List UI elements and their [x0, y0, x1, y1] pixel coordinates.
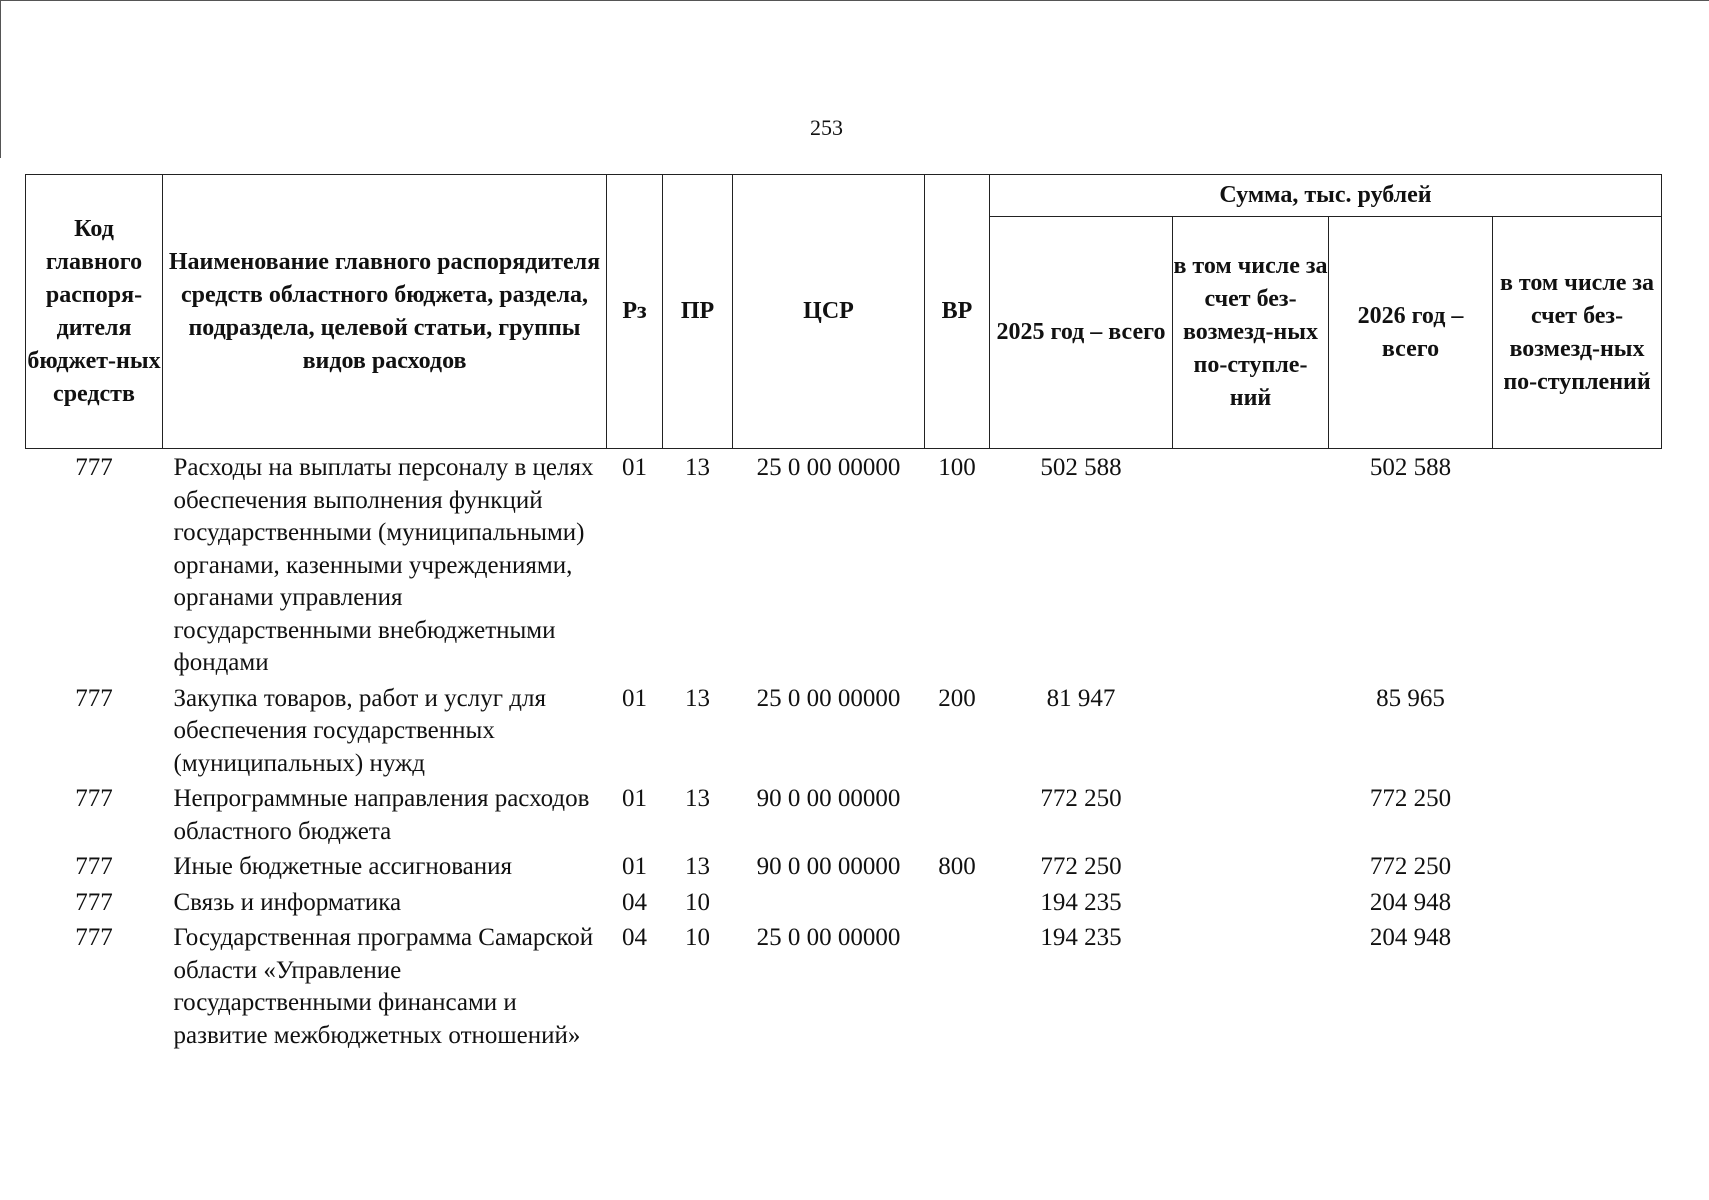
- page-number: 253: [810, 115, 843, 140]
- cell-name: Иные бюджетные ассигнования: [173, 853, 513, 880]
- cell-2025-grants: [1173, 449, 1329, 680]
- cell-name: Расходы на выплаты персоналу в целях обеспечения выполнения функций государственными (муниципальными) органами, казенными учреждениями, органами управления государственными внебюджетными фондами: [173, 454, 594, 676]
- cell-vr: [925, 884, 990, 920]
- header-code: Код главного распоря-дителя бюджет-ных средств: [26, 175, 163, 449]
- cell-pr: 10: [685, 888, 710, 916]
- cell-code: 777: [75, 785, 113, 812]
- cell-rz: 01: [622, 454, 647, 481]
- cell-csr: 90 0 00 00000: [756, 853, 901, 880]
- header-name: Наименование главного распорядителя средств областного бюджета, раздела, подраздела, целевой статьи, группы видов расходов: [163, 175, 607, 449]
- cell-2026-total: 772 250: [1369, 785, 1452, 812]
- cell-pr: 13: [685, 684, 710, 712]
- cell-2025-grants: [1173, 848, 1329, 884]
- cell-2025-grants: [1173, 884, 1329, 920]
- cell-2026-total: 502 588: [1369, 454, 1452, 481]
- cell-code: 777: [75, 454, 113, 481]
- table-row: [26, 884, 1662, 920]
- table-row: [26, 780, 1662, 848]
- budget-table-frame: [25, 174, 1662, 1052]
- cell-2025-total: 194 235: [1040, 888, 1122, 916]
- cell-vr: [925, 780, 990, 848]
- table-body: [26, 449, 1662, 1053]
- cell-2026-total: 772 250: [1369, 853, 1452, 880]
- header-rz: Рз: [607, 175, 663, 449]
- cell-2026-grants: [1493, 848, 1662, 884]
- cell-2025-grants: [1173, 919, 1329, 1052]
- cell-2025-total: 194 235: [1040, 924, 1122, 951]
- cell-rz: 01: [622, 785, 647, 812]
- header-2025-total: 2025 год – всего: [990, 217, 1173, 449]
- cell-rz: 01: [622, 684, 647, 712]
- cell-2026-grants: [1493, 919, 1662, 1052]
- cell-csr: 90 0 00 00000: [756, 785, 901, 812]
- cell-csr: 25 0 00 00000: [756, 924, 901, 951]
- cell-2026-grants: [1493, 680, 1662, 781]
- cell-name: Связь и информатика: [173, 888, 402, 916]
- cell-code: 777: [75, 853, 113, 880]
- cell-name: Непрограммные направления расходов областного бюджета: [173, 785, 590, 845]
- cell-2026-grants: [1493, 884, 1662, 920]
- cell-2025-total: 81 947: [1046, 684, 1116, 712]
- budget-table: [25, 174, 1662, 1052]
- cell-rz: 04: [622, 924, 647, 951]
- cell-vr: 100: [938, 454, 976, 481]
- header-csr: ЦСР: [733, 175, 925, 449]
- header-vr: ВР: [925, 175, 990, 449]
- cell-rz: 01: [622, 853, 647, 880]
- cell-2026-grants: [1493, 449, 1662, 680]
- table-header: [26, 175, 1662, 449]
- cell-2025-total: 772 250: [1040, 853, 1122, 880]
- table-row: [26, 680, 1662, 781]
- cell-name: Государственная программа Самарской области «Управление государственными финансами и развитие межбюджетных отношений»: [173, 924, 594, 1049]
- cell-pr: 13: [685, 853, 710, 880]
- cell-csr: 25 0 00 00000: [756, 684, 901, 712]
- header-sum-group: Сумма, тыс. рублей: [990, 175, 1662, 217]
- cell-csr: [733, 884, 925, 920]
- cell-rz: 04: [622, 888, 647, 916]
- table-row: [26, 449, 1662, 680]
- cell-2025-total: 772 250: [1040, 785, 1122, 812]
- cell-pr: 10: [685, 924, 710, 951]
- cell-code: 777: [75, 684, 113, 712]
- cell-csr: 25 0 00 00000: [756, 454, 901, 481]
- cell-pr: 13: [685, 454, 710, 481]
- cell-name: Закупка товаров, работ и услуг для обеспечения государственных (муниципальных) нужд: [173, 684, 546, 777]
- cell-2025-total: 502 588: [1040, 454, 1122, 481]
- scan-top-edge: [0, 0, 1709, 1]
- table-row: [26, 848, 1662, 884]
- cell-pr: 13: [685, 785, 710, 812]
- cell-vr: [925, 919, 990, 1052]
- cell-2026-total: 85 965: [1376, 684, 1445, 712]
- header-2026-total: 2026 год – всего: [1329, 217, 1493, 449]
- header-2025-grants: в том числе за счет без-возмезд-ных по-ступле-ний: [1173, 217, 1329, 449]
- header-2026-grants: в том числе за счет без-возмезд-ных по-ступлений: [1493, 217, 1662, 449]
- table-row: [26, 919, 1662, 1052]
- cell-vr: 200: [938, 684, 976, 712]
- cell-2026-grants: [1493, 780, 1662, 848]
- cell-2025-grants: [1173, 780, 1329, 848]
- cell-2025-grants: [1173, 680, 1329, 781]
- scan-left-edge: [0, 0, 1, 158]
- cell-code: 777: [75, 924, 113, 951]
- cell-vr: 800: [938, 853, 976, 880]
- cell-code: 777: [75, 888, 113, 916]
- header-pr: ПР: [663, 175, 733, 449]
- cell-2026-total: 204 948: [1369, 924, 1452, 951]
- cell-2026-total: 204 948: [1369, 888, 1452, 916]
